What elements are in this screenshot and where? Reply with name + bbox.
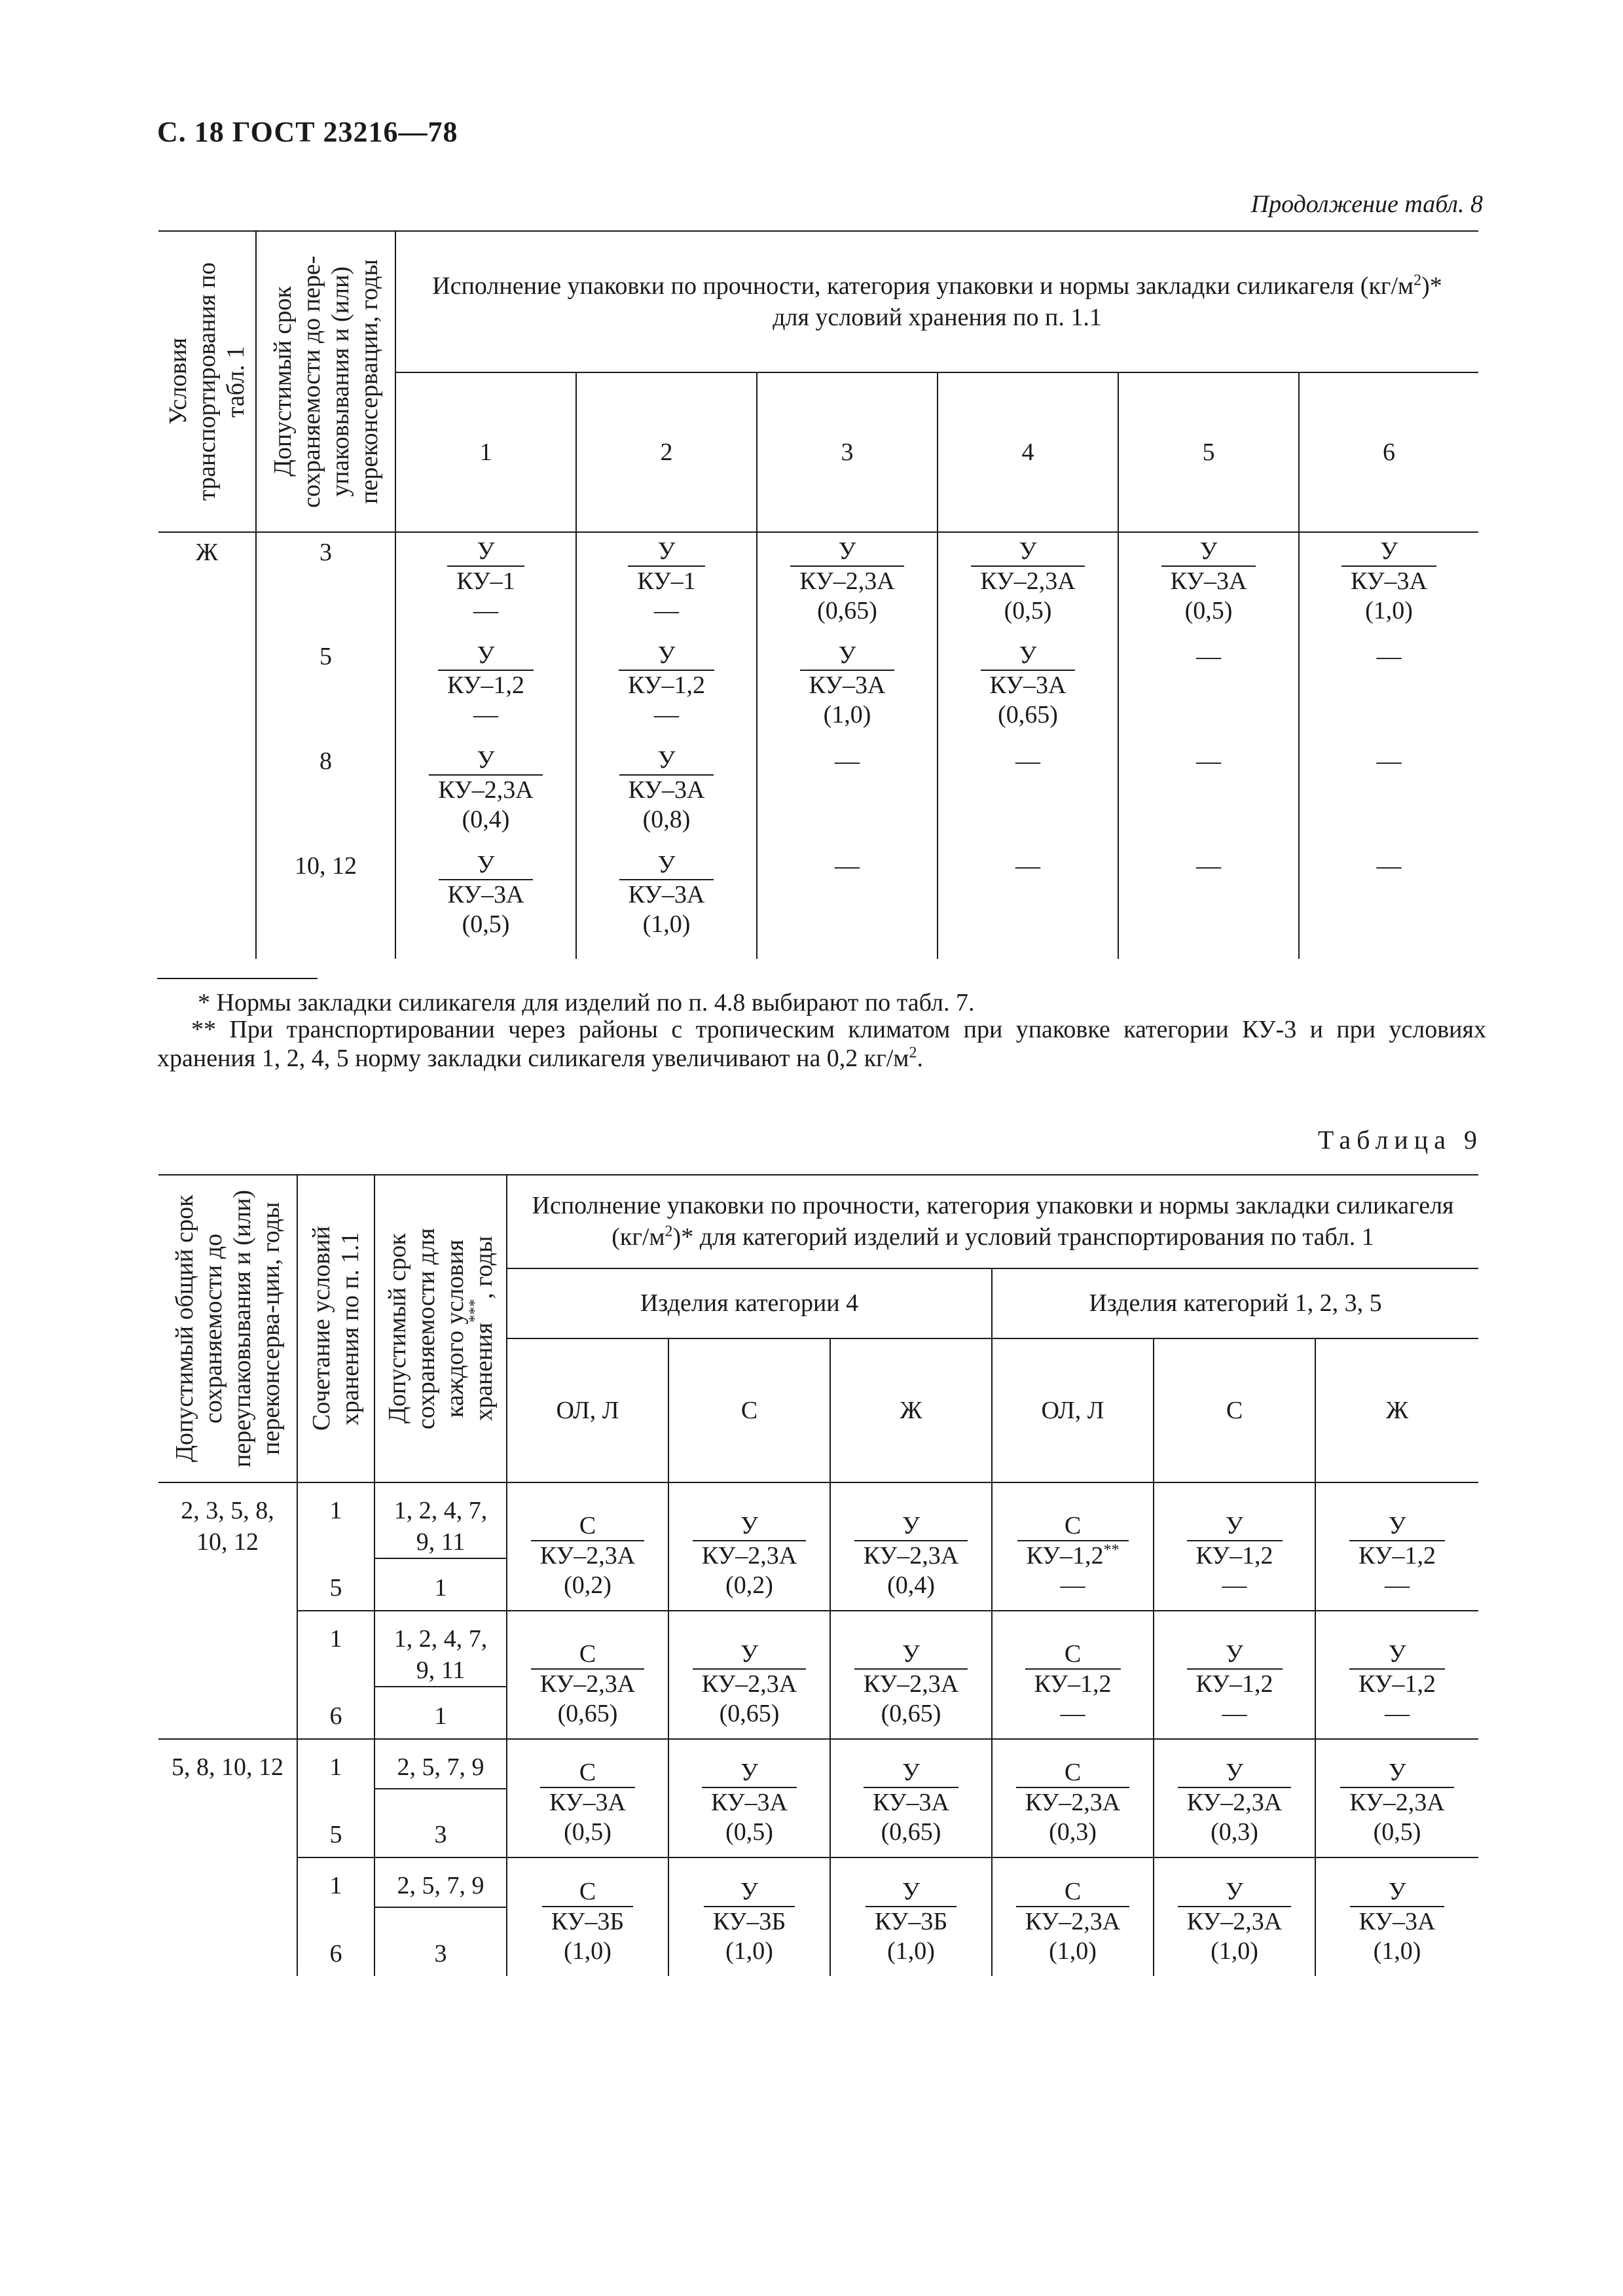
- packaging-category: КУ–3А: [800, 670, 895, 700]
- t8-cell: [576, 532, 757, 637]
- silica-gel-norm: (1,0): [1373, 1937, 1421, 1965]
- silica-gel-norm: (1,0): [642, 910, 691, 938]
- strength-version: С: [1064, 1759, 1082, 1786]
- t9-each-top: 1, 2, 4, 7, 9, 11: [374, 1482, 507, 1558]
- packaging-category: КУ–3А: [540, 1787, 635, 1817]
- t9-combo-top: 1: [297, 1739, 374, 1789]
- t8-cell: [1299, 846, 1478, 959]
- silica-gel-norm: (0,5): [1373, 1818, 1421, 1846]
- t9-combo-bottom: 6: [297, 1687, 374, 1739]
- empty-dash: —: [1196, 643, 1221, 670]
- t8-head-transport: Условия транспортирования по табл. 1: [164, 262, 249, 501]
- silica-gel-norm: (1,0): [564, 1937, 611, 1965]
- packaging-fraction: [439, 850, 534, 939]
- t9-head-combo: Сочетание условий хранения по п. 1.1: [308, 1226, 364, 1431]
- t8-col-number: 2: [576, 372, 757, 532]
- t8-cell: [938, 742, 1118, 846]
- empty-dash: —: [1376, 747, 1402, 775]
- silica-gel-norm: (0,65): [998, 701, 1058, 728]
- silica-gel-norm: (0,4): [887, 1571, 935, 1599]
- packaging-category: КУ–2,3А: [429, 774, 542, 804]
- strength-version: С: [579, 1640, 596, 1668]
- empty-dash: —: [1015, 747, 1040, 775]
- packaging-category: КУ–2,3А: [693, 1668, 806, 1698]
- silica-gel-norm: (0,3): [1211, 1818, 1258, 1846]
- t9-each-top: 2, 5, 7, 9: [374, 1857, 507, 1907]
- packaging-category: КУ–1,2: [1349, 1668, 1445, 1698]
- table-row: [158, 846, 1478, 959]
- silica-gel-norm: (0,65): [817, 597, 877, 624]
- packaging-fraction: [1016, 1877, 1129, 1966]
- packaging-fraction: [619, 850, 714, 939]
- t9-subcol-head: С: [668, 1338, 830, 1482]
- strength-version: У: [1388, 1512, 1406, 1539]
- table-row: [158, 1482, 1478, 1558]
- t8-cell: [757, 637, 938, 742]
- strength-version: У: [477, 746, 495, 774]
- silica-gel-norm: (1,0): [1211, 1937, 1258, 1965]
- silica-gel-norm: —: [654, 701, 679, 728]
- packaging-fraction: [1350, 1877, 1445, 1966]
- table-row: [158, 637, 1478, 742]
- packaging-category: КУ–3А: [1161, 565, 1256, 596]
- t8-cell: [576, 846, 757, 959]
- t9-group-cat1235: Изделия категорий 1, 2, 3, 5: [992, 1268, 1478, 1338]
- empty-dash: —: [835, 747, 860, 775]
- t8-cell: [576, 637, 757, 742]
- strength-version: У: [477, 851, 495, 878]
- t9-combo-top: 1: [297, 1482, 374, 1558]
- strength-version: У: [1199, 537, 1218, 565]
- strength-version: С: [579, 1759, 596, 1786]
- packaging-fraction: [1340, 1758, 1453, 1847]
- packaging-category: КУ–2,3А: [531, 1540, 644, 1570]
- silica-gel-norm: —: [1385, 1571, 1410, 1599]
- packaging-fraction: [702, 1758, 797, 1847]
- t9-cell: [1315, 1611, 1478, 1739]
- strength-version: У: [1019, 537, 1037, 565]
- t8-term: 8: [256, 742, 395, 846]
- footnote-mark: **: [1103, 1541, 1120, 1559]
- silica-gel-norm: —: [654, 597, 679, 624]
- t9-each-bottom: 1: [374, 1687, 507, 1739]
- page-header: С. 18 ГОСТ 23216—78: [157, 116, 458, 148]
- t9-cell: [668, 1482, 830, 1611]
- packaging-fraction: [1178, 1758, 1291, 1847]
- silica-gel-norm: —: [1222, 1571, 1247, 1599]
- t9-cell: [1315, 1739, 1478, 1857]
- packaging-fraction: [1025, 1640, 1121, 1729]
- t8-cell: [757, 846, 938, 959]
- t8-transport: Ж: [158, 532, 256, 959]
- t9-cell: [1154, 1611, 1315, 1739]
- strength-version: У: [838, 641, 856, 669]
- silica-gel-norm: (0,2): [725, 1571, 773, 1599]
- silica-gel-norm: (0,5): [564, 1818, 611, 1846]
- strength-version: У: [1019, 641, 1037, 669]
- packaging-category: КУ–1: [447, 565, 524, 596]
- strength-version: У: [657, 851, 676, 878]
- silica-gel-norm: (0,5): [462, 910, 510, 938]
- packaging-category: КУ–3А: [702, 1787, 797, 1817]
- packaging-category: КУ–2,3А: [1016, 1787, 1129, 1817]
- silica-gel-norm: —: [1385, 1700, 1410, 1727]
- empty-dash: —: [835, 852, 860, 880]
- strength-version: С: [1064, 1878, 1082, 1905]
- t8-col-number: 5: [1118, 372, 1299, 532]
- t9-subcol-head: С: [1154, 1338, 1315, 1482]
- strength-version: У: [477, 537, 495, 565]
- t9-head-total: Допустимый общий срок сохраняемости до переупаковывания и (или) переконсерва-ции, годы: [170, 1189, 285, 1468]
- t9-combo-bottom: 6: [297, 1907, 374, 1976]
- packaging-category: КУ–2,3А: [1340, 1787, 1453, 1817]
- packaging-category: КУ–1: [628, 565, 705, 596]
- t8-cell: [1118, 637, 1299, 742]
- silica-gel-norm: —: [1060, 1700, 1085, 1727]
- t8-term: 5: [256, 637, 395, 742]
- t9-cell: [1154, 1857, 1315, 1976]
- packaging-fraction: [693, 1511, 806, 1600]
- t9-cell: [668, 1611, 830, 1739]
- packaging-fraction: [1016, 1758, 1129, 1847]
- silica-gel-norm: (1,0): [887, 1937, 935, 1965]
- silica-gel-norm: (0,2): [564, 1571, 611, 1599]
- table9-title: Таблица 9: [1317, 1125, 1483, 1155]
- t9-combo-bottom: 5: [297, 1558, 374, 1611]
- t9-each-top: 1, 2, 4, 7, 9, 11: [374, 1611, 507, 1687]
- t8-cell: [938, 846, 1118, 959]
- t8-cell: [938, 637, 1118, 742]
- table-9: [158, 1174, 1478, 1976]
- silica-gel-norm: (0,5): [1004, 597, 1052, 624]
- t8-cell: [576, 742, 757, 846]
- strength-version: У: [740, 1640, 758, 1668]
- packaging-category: КУ–2,3А: [854, 1668, 968, 1698]
- t9-head-each: Допустимый срок сохраняемости для каждого условия хранения***, годы: [384, 1228, 498, 1429]
- silica-gel-norm: (0,5): [725, 1818, 773, 1846]
- packaging-fraction: [981, 641, 1076, 730]
- packaging-category: КУ–1,2**: [1017, 1540, 1129, 1570]
- t9-cell: [830, 1857, 992, 1976]
- strength-version: У: [740, 1759, 758, 1786]
- t9-total-term: 2, 3, 5, 8, 10, 12: [158, 1482, 297, 1739]
- empty-dash: —: [1015, 852, 1040, 880]
- packaging-fraction: [971, 537, 1084, 626]
- t8-cell: [1299, 637, 1478, 742]
- silica-gel-norm: —: [1222, 1700, 1247, 1727]
- silica-gel-norm: (0,65): [881, 1818, 941, 1846]
- silica-gel-norm: (1,0): [725, 1937, 773, 1965]
- packaging-fraction: [619, 745, 714, 834]
- packaging-fraction: [1187, 1640, 1283, 1729]
- packaging-fraction: [628, 537, 705, 626]
- t9-cell: [1154, 1482, 1315, 1611]
- packaging-fraction: [854, 1511, 968, 1600]
- footnote-separator: [157, 978, 318, 979]
- t9-cell: [992, 1857, 1154, 1976]
- silica-gel-norm: —: [473, 701, 498, 728]
- t8-cell: [395, 532, 576, 637]
- t8-cell: [395, 742, 576, 846]
- t9-cell: [830, 1482, 992, 1611]
- table-8: [158, 230, 1478, 959]
- strength-version: У: [657, 641, 676, 669]
- strength-version: У: [838, 537, 856, 565]
- silica-gel-norm: (0,4): [462, 806, 510, 833]
- t8-cell: [395, 846, 576, 959]
- silica-gel-norm: (0,65): [557, 1700, 618, 1727]
- t9-each-bottom: 3: [374, 1789, 507, 1857]
- packaging-fraction: [800, 641, 895, 730]
- packaging-category: КУ–3А: [1350, 1906, 1445, 1936]
- packaging-fraction: [438, 641, 534, 730]
- t8-head-transport-cell: [158, 231, 256, 532]
- packaging-fraction: [1187, 1511, 1283, 1600]
- packaging-category: КУ–3А: [864, 1787, 958, 1817]
- packaging-fraction: [1341, 537, 1436, 626]
- packaging-fraction: [531, 1511, 644, 1600]
- packaging-fraction: [704, 1877, 795, 1966]
- packaging-category: КУ–2,3А: [971, 565, 1084, 596]
- silica-gel-norm: (1,0): [1365, 597, 1413, 624]
- t8-cell: [1299, 742, 1478, 846]
- table8-continuation-caption: Продолжение табл. 8: [1250, 190, 1483, 218]
- t9-head-each-cell: [374, 1175, 507, 1482]
- silica-gel-norm: (0,5): [1184, 597, 1233, 624]
- packaging-category: КУ–1,2: [1349, 1540, 1445, 1570]
- silica-gel-norm: —: [1060, 1571, 1085, 1599]
- t9-cell: [1154, 1739, 1315, 1857]
- packaging-category: КУ–3А: [439, 879, 534, 909]
- t8-cell: [1118, 532, 1299, 637]
- packaging-category: КУ–3А: [619, 879, 714, 909]
- t9-cell: [1315, 1857, 1478, 1976]
- silica-gel-norm: —: [473, 597, 498, 624]
- silica-gel-norm: (0,65): [719, 1700, 780, 1727]
- t8-head-main: Исполнение упаковки по прочности, категория упаковки и нормы закладки силикагеля $(кг/м^2)*$ для условий хранения по п. 1.1: [395, 231, 1478, 372]
- strength-version: У: [740, 1878, 758, 1905]
- silica-gel-norm: (0,3): [1049, 1818, 1097, 1846]
- t9-combo-top: 1: [297, 1857, 374, 1907]
- packaging-fraction: [854, 1640, 968, 1729]
- t9-group-cat4: Изделия категории 4: [507, 1268, 992, 1338]
- packaging-category: КУ–1,2: [1187, 1540, 1283, 1570]
- packaging-fraction: [866, 1877, 957, 1966]
- t9-each-top: 2, 5, 7, 9: [374, 1739, 507, 1789]
- t8-cell: [1118, 742, 1299, 846]
- strength-version: У: [740, 1512, 758, 1539]
- packaging-fraction: [619, 641, 714, 730]
- t9-head-total-cell: [158, 1175, 297, 1482]
- t8-head-term: Допустимый срок сохраняемости до пере-упаковывания и (или) переконсервации, годы: [268, 255, 383, 508]
- packaging-category: КУ–2,3А: [1178, 1787, 1291, 1817]
- strength-version: С: [579, 1878, 596, 1905]
- packaging-fraction: [429, 745, 542, 834]
- silica-gel-norm: (1,0): [1049, 1937, 1097, 1965]
- strength-version: У: [902, 1878, 920, 1905]
- packaging-category: КУ–2,3А: [1178, 1906, 1291, 1936]
- table-row: [158, 532, 1478, 637]
- t8-term: 3: [256, 532, 395, 637]
- strength-version: У: [1226, 1512, 1243, 1539]
- packaging-fraction: [790, 537, 903, 626]
- packaging-category: КУ–1,2: [1025, 1668, 1121, 1698]
- table-row: [158, 1611, 1478, 1687]
- empty-dash: —: [1376, 643, 1402, 670]
- packaging-fraction: [693, 1640, 806, 1729]
- packaging-fraction: [540, 1758, 635, 1847]
- strength-version: У: [1388, 1759, 1406, 1786]
- t9-subcol-head: ОЛ, Л: [507, 1338, 668, 1482]
- strength-version: С: [579, 1512, 596, 1539]
- t9-cell: [668, 1739, 830, 1857]
- t9-cell: [668, 1857, 830, 1976]
- strength-version: У: [1388, 1878, 1406, 1905]
- silica-gel-norm: (1,0): [823, 701, 871, 728]
- t9-cell: [507, 1739, 668, 1857]
- footnote-1: * Нормы закладки силикагеля для изделий по п. 4.8 выбирают по табл. 7.: [198, 989, 975, 1016]
- packaging-category: КУ–3А: [1341, 565, 1436, 596]
- packaging-category: КУ–2,3А: [693, 1540, 806, 1570]
- t9-subcol-head: Ж: [1315, 1338, 1478, 1482]
- packaging-fraction: [1161, 537, 1256, 626]
- strength-version: С: [1064, 1640, 1082, 1668]
- silica-gel-norm: (0,8): [642, 806, 691, 833]
- strength-version: У: [1380, 537, 1398, 565]
- packaging-fraction: [542, 1877, 633, 1966]
- t9-combo-bottom: 5: [297, 1789, 374, 1857]
- packaging-category: КУ–3А: [619, 774, 714, 804]
- t8-cell: [757, 532, 938, 637]
- packaging-fraction: [864, 1758, 958, 1847]
- strength-version: У: [1388, 1640, 1406, 1668]
- t8-term: 10, 12: [256, 846, 395, 959]
- t9-cell: [507, 1611, 668, 1739]
- footnote-2: ** При транспортировании через районы с тропическим климатом при упаковке категории КУ-3 и при условиях хранения 1, 2, 4, 5 норму закладки силикагеля увеличивают на 0,2 $кг/м^2$.: [157, 1016, 1486, 1072]
- table-row: [158, 1857, 1478, 1907]
- t9-total-term: 5, 8, 10, 12: [158, 1739, 297, 1976]
- table-row: [158, 742, 1478, 846]
- strength-version: У: [902, 1512, 920, 1539]
- packaging-category: КУ–1,2: [1187, 1668, 1283, 1698]
- t8-cell: [938, 532, 1118, 637]
- strength-version: У: [657, 537, 676, 565]
- packaging-category: КУ–3Б: [866, 1906, 957, 1936]
- t8-col-number: 4: [938, 372, 1118, 532]
- silica-gel-norm: (0,65): [881, 1700, 941, 1727]
- t9-cell: [1315, 1482, 1478, 1611]
- t8-cell: [1299, 532, 1478, 637]
- empty-dash: —: [1196, 747, 1221, 775]
- t9-combo-top: 1: [297, 1611, 374, 1687]
- t9-cell: [830, 1611, 992, 1739]
- t9-each-bottom: 1: [374, 1558, 507, 1611]
- t9-head-combo-cell: [297, 1175, 374, 1482]
- t8-cell: [757, 742, 938, 846]
- packaging-category: КУ–1,2: [438, 670, 534, 700]
- strength-version: У: [477, 641, 495, 669]
- empty-dash: —: [1196, 852, 1221, 880]
- table-row: [158, 1739, 1478, 1789]
- t9-cell: [830, 1739, 992, 1857]
- t9-cell: [992, 1739, 1154, 1857]
- strength-version: У: [902, 1759, 920, 1786]
- packaging-category: КУ–1,2: [619, 670, 714, 700]
- strength-version: У: [902, 1640, 920, 1668]
- t9-cell: [992, 1482, 1154, 1611]
- t9-cell: [507, 1482, 668, 1611]
- packaging-fraction: [1349, 1511, 1445, 1600]
- t8-col-number: 6: [1299, 372, 1478, 532]
- strength-version: С: [1064, 1512, 1082, 1539]
- packaging-category: КУ–3Б: [542, 1906, 633, 1936]
- empty-dash: —: [1376, 852, 1402, 880]
- t9-head-main: Исполнение упаковки по прочности, категория упаковки и нормы закладки силикагеля $(кг/м^2)*$ для категорий изделий и условий транспортирования по табл. 1: [507, 1175, 1478, 1268]
- packaging-fraction: [531, 1640, 644, 1729]
- t9-each-bottom: 3: [374, 1907, 507, 1976]
- packaging-category: КУ–2,3А: [1016, 1906, 1129, 1936]
- packaging-fraction: [1349, 1640, 1445, 1729]
- t9-subcol-head: ОЛ, Л: [992, 1338, 1154, 1482]
- packaging-category: КУ–2,3А: [854, 1540, 968, 1570]
- t9-subcol-head: Ж: [830, 1338, 992, 1482]
- packaging-fraction: [447, 537, 524, 626]
- strength-version: У: [657, 746, 676, 774]
- packaging-fraction: [1017, 1511, 1129, 1600]
- t8-col-number: 1: [395, 372, 576, 532]
- t8-cell: [395, 637, 576, 742]
- packaging-category: КУ–3Б: [704, 1906, 795, 1936]
- packaging-category: КУ–3А: [981, 670, 1076, 700]
- t8-cell: [1118, 846, 1299, 959]
- strength-version: У: [1226, 1640, 1243, 1668]
- t8-col-number: 3: [757, 372, 938, 532]
- strength-version: У: [1226, 1878, 1243, 1905]
- packaging-fraction: [1178, 1877, 1291, 1966]
- t9-cell: [992, 1611, 1154, 1739]
- t8-head-term-cell: [256, 231, 395, 532]
- strength-version: У: [1226, 1759, 1243, 1786]
- t9-cell: [507, 1857, 668, 1976]
- packaging-category: КУ–2,3А: [531, 1668, 644, 1698]
- packaging-category: КУ–2,3А: [790, 565, 903, 596]
